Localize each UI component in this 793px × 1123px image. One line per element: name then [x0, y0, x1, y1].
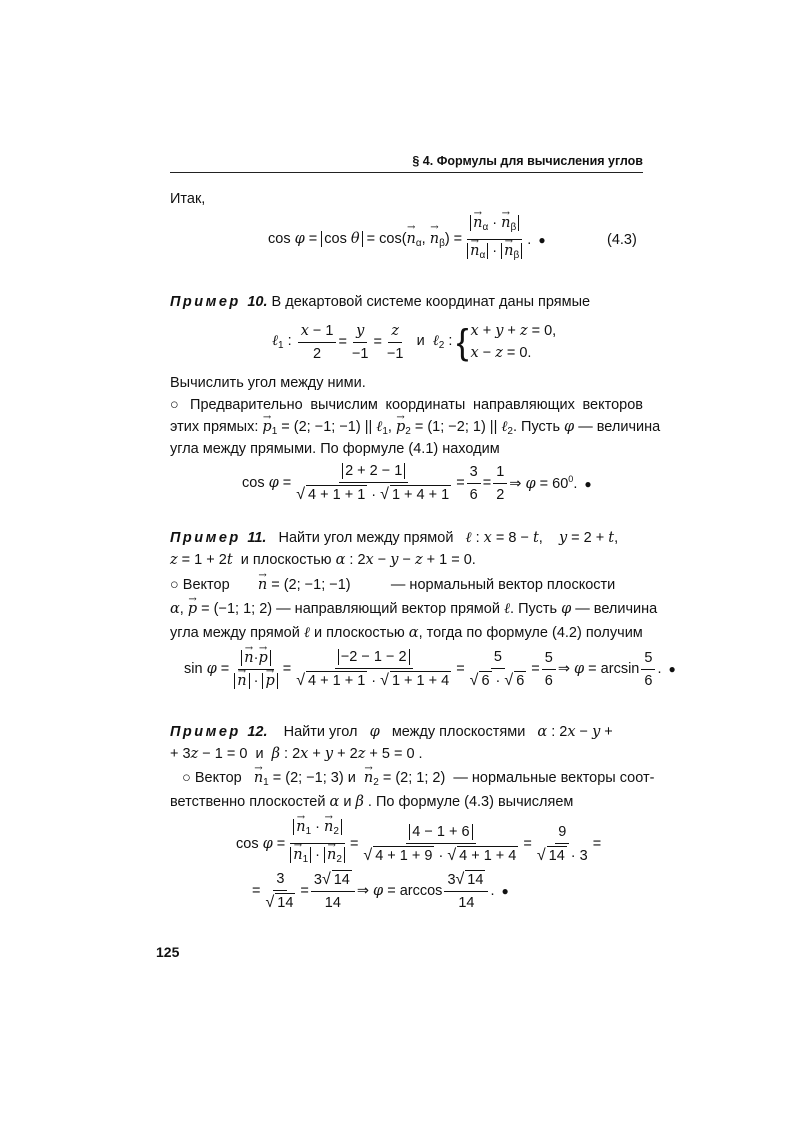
lines-definition: ℓ$_1$ : $\frac{x - 1}{2}$ = $\frac{y}{-1}$ = $\frac{z}{-1}$ и ℓ$_2$ : { x + y + z = 0, x − z = 0. [272, 321, 557, 362]
example-10-solution-line2: этих прямых: → $p_1 = (2$; −1; −1) || ℓ$_1$, → $p_2 = (1$; −2; 1) || ℓ$_2$. Пусть φ — величина [170, 415, 643, 444]
example-11-heading-line2: z = 1 + 2t и плоскостью α : 2x − y − z + 1 = 0. [170, 552, 476, 568]
example-12-solution-line1: ○ Вектор → $n_1 = (2$; −1; 3) $и \to n_2 = (2$; 1; 2) — нормальные векторы соот- [170, 766, 643, 795]
example-10-solution-line1: ○ Предварительно вычислим координаты направляющих векторов [170, 397, 643, 413]
example-10-result: cos φ = $\frac{2 + 2 - 1}{√ 4 + 1 + 1 \cdot √ 1 + 4 + 1}$ = $\frac{3}{6}$ = $\frac{1}{2}$ ⇒ $\varphi = 60^0$. ● [242, 463, 592, 503]
page-number: 125 [156, 944, 180, 960]
example-11-result: sin φ = → n·→ p → n · → p = $\frac{-2 - 1 - 2}{√ 4 + 1 + 1 \cdot √ 1 + 1 + 4}$ = $\frac{5}{√ 6 \cdot √ 6}$ = $\frac{5}{6}$ ⇒ φ = arcsin $\frac{5}{6}$ . ● [184, 648, 676, 690]
example-12-solution-line2: ветственно плоскостей α и β . По формуле (4.3) вычисляем [170, 794, 574, 810]
example-11-solution-line3: угла между прямой ℓ и плоскостью α, тогда по формуле (4.2) получим [170, 625, 643, 641]
running-header: § 4. Формулы для вычисления углов [412, 154, 643, 168]
example-11-solution-line2: α, → p = (−1; 1; 2) — направляющий вектор прямой ℓ. Пусть φ — величина [170, 597, 643, 621]
example-10-task: Вычислить угол между ними. [170, 375, 366, 391]
itak-text: Итак, [170, 191, 206, 207]
example-10-solution-line3: угла между прямыми. По формуле (4.1) находим [170, 441, 500, 457]
example-11-heading: Пример 11. Найти угол между прямой ℓ : x = 8 − t, y = 2 + t, [170, 530, 619, 546]
formula-4-3: $\cos \varphi = \cos \theta = \cos(\to n_\alpha$, → $n_\beta$) = → $n_\alpha$ · → $n_\beta$ → $n_\alpha$ · → $n_\beta$ . ● [268, 214, 546, 265]
equation-number: (4.3) [607, 232, 637, 248]
header-rule [170, 172, 643, 173]
example-11-solution-line1: ○ Вектор → n = (2; −1; −1) — нормальный вектор плоскости [170, 573, 643, 597]
example-12-heading-line2: + 3z − 1 = 0 и β : 2x + y + 2z + 5 = 0 . [170, 746, 423, 762]
example-12-result-line2: = $\frac{3}{√ 14}$ = $\frac{3√ 14}{14}$ ⇒ φ = arccos $\frac{3√ 14}{14}$ . ● [252, 871, 509, 911]
example-12-heading: Пример 12. Найти угол φ между плоскостями α : 2x − y + [170, 724, 613, 740]
example-12-result-line1: cos φ = → $n_1$ · → $n_2$ → $n_1$ · → $n_2$ = $\frac{4 - 1 + 6}{√ 4 + 1 + 9 \cdot √ 4 + 1 + 4}$ = $\frac{9}{√ 14 \cdot 3}$ = [236, 818, 601, 869]
example-10-heading: Пример 10. В декартовой системе координат даны прямые [170, 294, 591, 310]
